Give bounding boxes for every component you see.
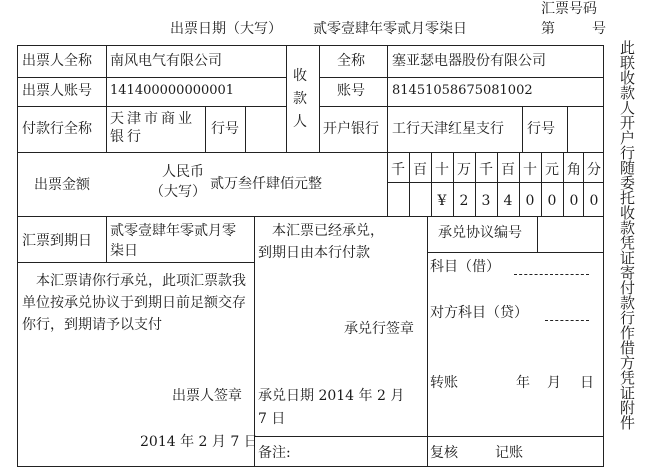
drawer-name-label: 出票人全称 [22, 53, 92, 69]
accepting-bank-signature: 承兑行签章 [344, 321, 414, 337]
place-header: 千 [479, 162, 493, 178]
amount-digit: 4 [503, 193, 513, 209]
credit-subject-label: 对方科目（贷） [430, 305, 528, 321]
drawer-name-value: 南风电气有限公司 [110, 53, 222, 69]
payee-name-label: 全称 [337, 53, 365, 69]
payee-bank-label: 开户银行 [323, 121, 379, 137]
rule [319, 77, 604, 78]
place-header: 角 [567, 162, 581, 178]
drawer-account-value: 141400000000001 [110, 83, 235, 98]
record-label: 记账 [495, 445, 523, 461]
transfer-label: 转账 [430, 375, 458, 391]
drawer-signature-date: 2014 年 2 月 7 日 [140, 434, 258, 450]
due-date-label: 汇票到期日 [22, 233, 92, 249]
amount-digit: ¥ [437, 193, 447, 209]
place-header: 千 [391, 162, 405, 178]
transfer-day-label: 日 [580, 375, 594, 391]
rule [17, 152, 604, 153]
credit-subject-line [545, 320, 589, 321]
acceptance-date-line1: 承兑日期 2014 年 2 月 [258, 388, 405, 404]
acceptance-text-line1: 本汇票已经承兑， [272, 223, 384, 239]
debit-subject-line [514, 274, 589, 275]
issue-date-label: 出票日期（大写） [170, 21, 282, 37]
rule [567, 106, 568, 152]
amount-digit: 0 [569, 193, 579, 209]
rule [245, 106, 246, 152]
rule [319, 106, 604, 107]
payee-bank-value: 工行天津红星支行 [392, 121, 504, 137]
transfer-year-label: 年 [516, 375, 530, 391]
place-header: 百 [501, 162, 515, 178]
rule [17, 77, 286, 78]
rule [522, 106, 523, 152]
rule [205, 106, 206, 152]
currency-sub-label: （大写） [150, 184, 206, 200]
drawer-account-label: 出票人账号 [22, 83, 92, 99]
page-prefix: 第 [541, 21, 555, 37]
acceptance-text-line2: 到期日由本行付款 [258, 245, 370, 261]
payee-account-value: 81451058675081002 [392, 83, 533, 98]
rule [106, 45, 107, 152]
acceptance-date-line2: 7 日 [258, 411, 286, 427]
page-suffix: 号 [592, 21, 606, 37]
acceptance-request-text: 本汇票请你行承兑，此项汇票款我单位按承兑协议于到期日前足额交存你行，到期请予以支付 [22, 273, 246, 333]
place-header: 分 [587, 162, 601, 178]
rule [254, 436, 604, 437]
place-header: 元 [545, 162, 559, 178]
transfer-month-label: 月 [547, 375, 561, 391]
payee-name-value: 塞亚瑟电器股份有限公司 [392, 53, 546, 69]
amount-digit: 0 [589, 193, 599, 209]
rule [17, 262, 254, 263]
amount-digit: 2 [459, 193, 469, 209]
currency-label: 人民币 [162, 164, 204, 180]
rule [254, 216, 255, 467]
paying-bank-label: 付款行全称 [22, 121, 92, 137]
issue-date-value: 贰零壹肆年零贰月零柒日 [313, 21, 467, 37]
rule [427, 216, 428, 467]
agreement-number-label: 承兑协议编号 [438, 225, 522, 241]
debit-subject-label: 科目（借） [430, 259, 500, 275]
rule [387, 45, 388, 152]
place-header: 万 [457, 162, 471, 178]
amount-digit: 0 [525, 193, 535, 209]
amount-digit: 0 [547, 193, 557, 209]
paying-bank-no-label: 行号 [211, 121, 239, 137]
place-header: 百 [413, 162, 427, 178]
drawer-signature-label: 出票人签章 [172, 388, 242, 404]
due-date-value-line2: 柒日 [110, 243, 138, 259]
rule [106, 216, 107, 262]
remarks-label: 备注: [258, 445, 291, 461]
place-header: 十 [435, 162, 449, 178]
amount-label: 出票金额 [34, 177, 90, 193]
payee-group-label: 收款人 [293, 68, 307, 130]
review-label: 复核 [430, 445, 458, 461]
payee-account-label: 账号 [337, 83, 365, 99]
place-header: 十 [523, 162, 537, 178]
payee-bank-no-label: 行号 [527, 121, 555, 137]
rule [387, 182, 604, 183]
rule [319, 45, 320, 152]
paying-bank-value: 天津市商业银行 [110, 111, 195, 145]
side-note: 此联收款人开户行随委托收款凭证寄付款行作借方凭证附件 [618, 40, 636, 430]
amount-words: 贰万叁仟肆佰元整 [210, 176, 322, 192]
due-date-value-line1: 贰零壹肆年零贰月零 [110, 223, 236, 239]
serial-number-label: 汇票号码 [541, 1, 597, 17]
rule [286, 45, 287, 152]
rule [427, 252, 604, 253]
amount-digit: 3 [481, 193, 491, 209]
rule [537, 216, 538, 252]
